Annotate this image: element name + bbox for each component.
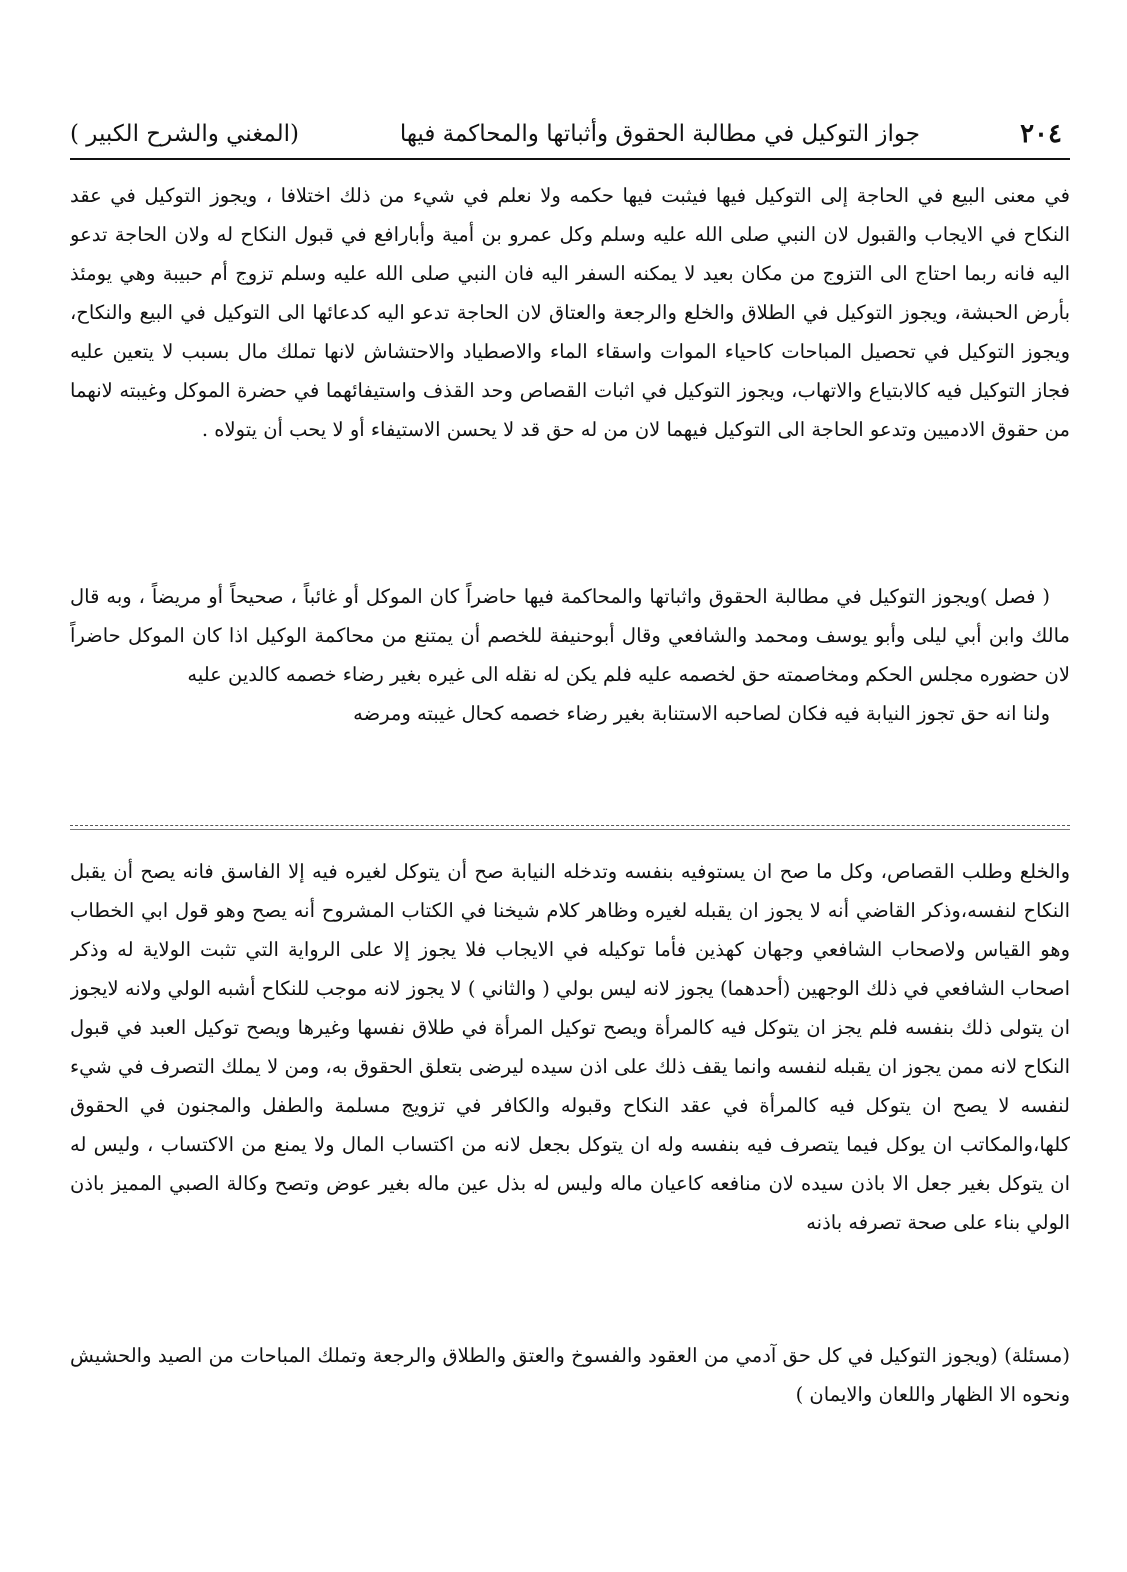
main-paragraph: في معنى البيع في الحاجة إلى التوكيل فيها فيثبت فيها حكمه ولا نعلم في شيء من ذلك اختلافا ، ويجوز التوكيل في عقد النكاح في الايجاب والقبول لان النبي صلى الله عليه وسلم وكل عمرو بن أمية وأبارافع في قبول النكاح له ولان الحاجة تدعو اليه فانه ربما احتاج الى التزوج من مكان بعيد لا يمكنه السفر اليه فان النبي صلى الله عليه وسلم تزوج أم حبيبة وهي يومئذ بأرض الحبشة، ويجوز التوكيل في الطلاق والخلع والرجعة والعتاق لان الحاجة تدعو اليه كدعائها الى التوكيل في البيع والنكاح، ويجوز التوكيل في تحصيل المباحات كاحياء الموات واسقاء الماء والاصطياد والاحتشاش لانها تملك مال بسبب لا يتعين عليه فجاز التوكيل فيه كالابتياع والاتهاب، ويجوز التوكيل في اثبات القصاص وحد القذف واستيفائهما في حضرة الموكل وغيبته لانهما من حقوق الادميين وتدعو الحاجة الى التوكيل فيهما لان من له حق قد لا يحسن الاستيفاء أو لا يحب أن يتولاه . — [70, 184, 1070, 441]
commentary-paragraph: والخلع وطلب القصاص، وكل ما صح ان يستوفيه بنفسه وتدخله النيابة صح أن يتوكل لغيره فيه إلا الفاسق فانه يصح أن يقبل النكاح لنفسه،وذكر القاضي أنه لا يجوز ان يقبله لغيره وظاهر كلام شيخنا في الكتاب المشروح أنه يصح وهو قول ابي الخطاب وهو القياس ولاصحاب الشافعي وجهان كهذين فأما توكيله في الايجاب فلا يجوز إلا على الرواية التي تثبت الولاية له وذكر اصحاب الشافعي في ذلك الوجهين (أحدهما) يجوز لانه ليس بولي ( والثاني ) لا يجوز لانه موجب للنكاح أشبه الولي ولانه لايجوز ان يتولى ذلك بنفسه فلم يجز ان يتوكل فيه كالمرأة ويصح توكيل المرأة في طلاق نفسها وغيرها ويصح توكيل العبد في قبول النكاح لانه ممن يجوز ان يقبله لنفسه وانما يقف ذلك على اذن سيده ليرضى بتعلق الحقوق به، ومن لا يملك التصرف في شيء لنفسه لا يصح ان يتوكل فيه كالمرأة في عقد النكاح وقبوله والكافر في تزويج مسلمة والطفل والمجنون في الحقوق كلها،والمكاتب ان يوكل فيما يتصرف فيه بنفسه وله ان يتوكل بجعل لانه من اكتساب المال ولا يمنع من الاكتساب ، وليس له ان يتوكل بغير جعل الا باذن سيده لان منافعه كاعيان ماله وليس له بذل عين ماله بغير عوض وتصح وكالة الصبي المميز باذن الولي بناء على صحة تصرفه باذنه — [70, 860, 1070, 1234]
book-title: (المغني والشرح الكبير ) — [70, 121, 300, 147]
section-paragraph-2: ولنا انه حق تجوز النيابة فيه فكان لصاحبه الاستنابة بغير رضاء خصمه كحال غيبته ومرضه — [353, 702, 1050, 725]
main-text-block — [70, 176, 1070, 571]
commentary-block — [70, 852, 1070, 1324]
page-number: ٢٠٤ — [1020, 119, 1062, 149]
section-block — [70, 577, 1070, 813]
header-rule — [70, 158, 1070, 160]
masala-block — [70, 1336, 1070, 1456]
section-paragraph: ( فصل )ويجوز التوكيل في مطالبة الحقوق واثباتها والمحاكمة فيها حاضراً كان الموكل أو غائباً ، صحيحاً أو مريضاً ، وبه قال مالك وابن أبي ليلى وأبو يوسف ومحمد والشافعي وقال أبوحنيفة للخصم أن يمتنع من محاكمة الوكيل اذا كان الموكل حاضراً لان حضوره مجلس الحكم ومخاصمته حق لخصمه عليه فلم يكن له نقله الى غيره بغير رضاء خصمه كالدين عليه — [70, 585, 1070, 686]
commentary-divider-line — [70, 829, 1070, 830]
book-page — [70, 112, 1070, 1456]
masala-paragraph: (مسئلة) (ويجوز التوكيل في كل حق آدمي من العقود والفسوخ والعتق والطلاق والرجعة وتملك المباحات من الصيد والحشيش ونحوه الا الظهار واللعان والايمان ) — [70, 1344, 1070, 1406]
commentary-divider — [70, 825, 1070, 826]
page-header — [70, 112, 1070, 156]
running-title: جواز التوكيل في مطالبة الحقوق وأثباتها والمحاكمة فيها — [399, 121, 920, 147]
